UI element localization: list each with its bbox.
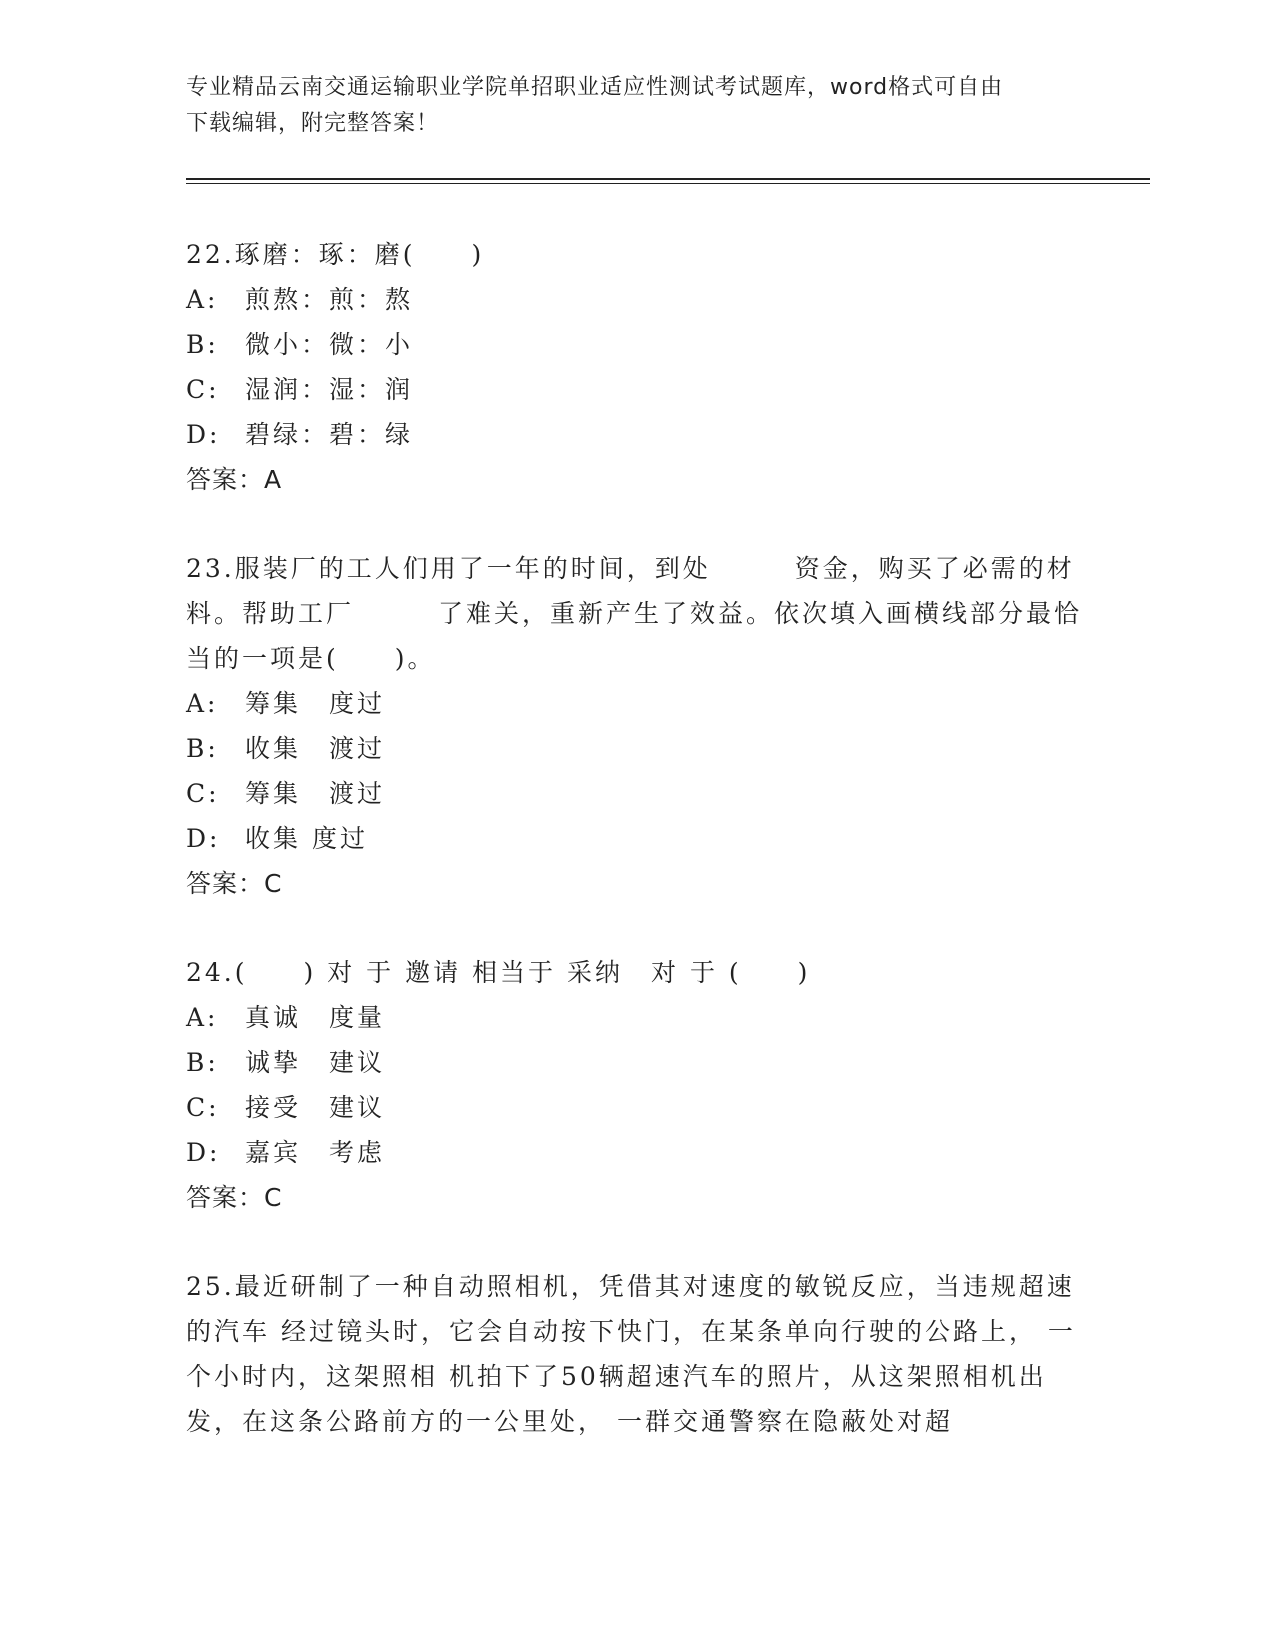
question-stem: 25.最近研制了一种自动照相机，凭借其对速度的敏锐反应，当违规超速的汽车 经过镜头时，它会自动按下快门，在某条单向行驶的公路上， 一个小时内，这架照相 机拍下了50辆超速汽车的照片，从这架照相机出发，在这条公路前方的一公里处， 一群交通警察在隐蔽处对超	[186, 1272, 1076, 1436]
answer-line: 答案：A	[186, 465, 283, 494]
option-text: 煎熬：煎：熬	[245, 285, 414, 314]
answer-line: 答案：C	[186, 869, 283, 898]
option-d	[186, 1130, 1086, 1175]
header-line-2: 下载编辑，附完整答案！	[186, 111, 440, 136]
option-text: 收集 度过	[245, 824, 368, 853]
option-key: D:	[186, 824, 221, 853]
option-text: 诚挚 建议	[245, 1048, 386, 1077]
option-c	[186, 367, 1086, 412]
question-25	[186, 1264, 1086, 1444]
option-b	[186, 322, 1086, 367]
option-key: A:	[186, 1003, 219, 1032]
question-stem: 23.服装厂的工人们用了一年的时间，到处 资金，购买了必需的材料。帮助工厂 了难关，重新产生了效益。依次填入画横线部分最恰当的一项是( )。	[186, 554, 1083, 673]
question-stem: 24.( ) 对 于 邀请 相当于 采纳 对 于 ( )	[186, 958, 811, 987]
question-list	[186, 232, 1086, 1488]
option-key: B:	[186, 330, 219, 359]
header-divider-thin	[186, 183, 1150, 184]
question-24	[186, 950, 1086, 1220]
option-c	[186, 771, 1086, 816]
header-divider-thick	[186, 178, 1150, 180]
header-line-1: 专业精品云南交通运输职业学院单招职业适应性测试考试题库，word格式可自由	[186, 75, 1004, 100]
option-d	[186, 412, 1086, 457]
option-key: C:	[186, 779, 220, 808]
option-key: A:	[186, 689, 219, 718]
option-b	[186, 726, 1086, 771]
option-key: C:	[186, 375, 220, 404]
option-text: 筹集 度过	[245, 689, 386, 718]
option-key: C:	[186, 1093, 220, 1122]
question-23	[186, 546, 1086, 906]
option-text: 真诚 度量	[245, 1003, 386, 1032]
option-key: D:	[186, 1138, 221, 1167]
option-text: 收集 渡过	[245, 734, 386, 763]
answer-line: 答案：C	[186, 1183, 283, 1212]
question-stem: 22.琢磨：琢：磨( )	[186, 240, 485, 269]
option-text: 碧绿：碧：绿	[245, 420, 414, 449]
question-22	[186, 232, 1086, 502]
option-key: D:	[186, 420, 221, 449]
option-text: 嘉宾 考虑	[245, 1138, 386, 1167]
option-key: B:	[186, 1048, 219, 1077]
document-header	[186, 70, 1066, 142]
option-c	[186, 1085, 1086, 1130]
option-key: A:	[186, 285, 219, 314]
option-text: 筹集 渡过	[245, 779, 386, 808]
option-a	[186, 995, 1086, 1040]
option-d	[186, 816, 1086, 861]
option-key: B:	[186, 734, 219, 763]
option-text: 微小：微：小	[245, 330, 414, 359]
option-text: 接受 建议	[245, 1093, 386, 1122]
option-a	[186, 681, 1086, 726]
option-a	[186, 277, 1086, 322]
option-text: 湿润：湿：润	[245, 375, 414, 404]
option-b	[186, 1040, 1086, 1085]
